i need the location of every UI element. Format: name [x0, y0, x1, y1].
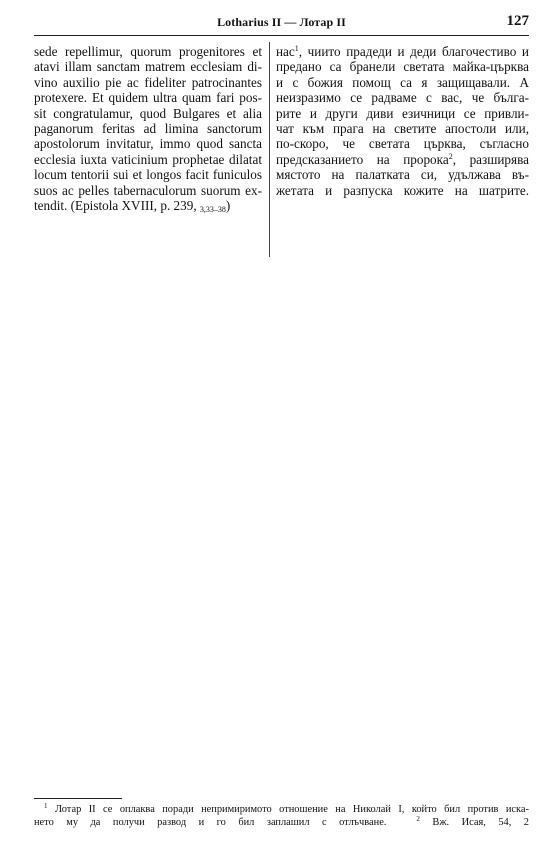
bulgarian-line: [276, 44, 529, 59]
latin-line: paganorum feritas ad limina sanctorum: [34, 120, 262, 136]
bulgarian-line: чат към прага на светите апостоли или,: [276, 120, 529, 136]
latin-line: ecclesia iuxta vaticinium prophetae dilatat: [34, 151, 262, 167]
footnote-text: нето му да получи развод и го бил заплашил с отлъчване.: [34, 817, 387, 828]
column-divider: [269, 42, 270, 257]
footnote-1-line: [34, 803, 529, 816]
bulgarian-line: предано са бранели светата майка-църква: [276, 59, 529, 75]
page-header: [34, 13, 529, 35]
header-rule: [34, 35, 529, 36]
latin-line: atavi illam sanctam matrem ecclesiam di-: [34, 59, 262, 75]
bulgarian-text: нас: [276, 44, 295, 59]
bulgarian-line: неизразимо се радваме с вас, че бълга-: [276, 90, 529, 106]
bulgarian-column: [276, 44, 529, 198]
latin-line-last: [34, 198, 262, 213]
bulgarian-line: мястото на палатката си, удължава въ-: [276, 167, 529, 183]
footnote-text: Вж. Исая, 54, 2: [432, 817, 529, 828]
bulgarian-text: , разширява: [452, 151, 529, 167]
latin-line: vino auxilio pie ac fideliter patrocinantes: [34, 74, 262, 90]
latin-line: suos ac pelles tabernaculorum suorum ex-: [34, 182, 262, 198]
latin-line: sit congratulamur, quod Bulgares et alia: [34, 105, 262, 121]
footnote-number: 1: [44, 802, 48, 810]
footnote-ref-2: 2: [448, 151, 453, 161]
bulgarian-line: [276, 152, 529, 167]
footnote-ref-1: 1: [294, 44, 299, 53]
footnote-number: 2: [416, 815, 420, 823]
reference-subscript: 3,33–38: [199, 204, 226, 214]
latin-line: protexere. Et quidem ultra quam fari pos-: [34, 90, 262, 106]
footnotes: [34, 803, 529, 829]
page-number: 127: [506, 13, 529, 29]
footnote-text: Лотар II се оплаква поради непримиримото отношение на Николай I, който бил против иска-: [54, 804, 529, 815]
latin-line: sede repellimur, quorum progenitores et: [34, 44, 262, 59]
bulgarian-text: предсказанието на пророка: [276, 151, 449, 167]
latin-column: [34, 44, 262, 213]
footnote-1-line: [34, 816, 529, 829]
bulgarian-text: , чиито прадеди и деди благочестиво и: [298, 44, 529, 59]
bulgarian-line: жетата и разпуска кожите на шатрите.: [276, 182, 529, 198]
bulgarian-line: по-скоро, че светата църква, съгласно: [276, 136, 529, 152]
latin-line: apostolorum invitatur, immo quod sancta: [34, 136, 262, 152]
bulgarian-line: и с божия помощ са я защищавали. А: [276, 74, 529, 90]
latin-line-text: tendit. (Epistola XVIII, p. 239,: [34, 197, 200, 213]
footnote-rule: [34, 798, 122, 799]
reference-close: ): [225, 197, 231, 213]
running-head: Lotharius II — Лотар II: [217, 15, 346, 29]
bulgarian-line: рите и други диви езичници се привли-: [276, 105, 529, 121]
latin-line: locum tentorii sui et longos facit funiculos: [34, 167, 262, 183]
